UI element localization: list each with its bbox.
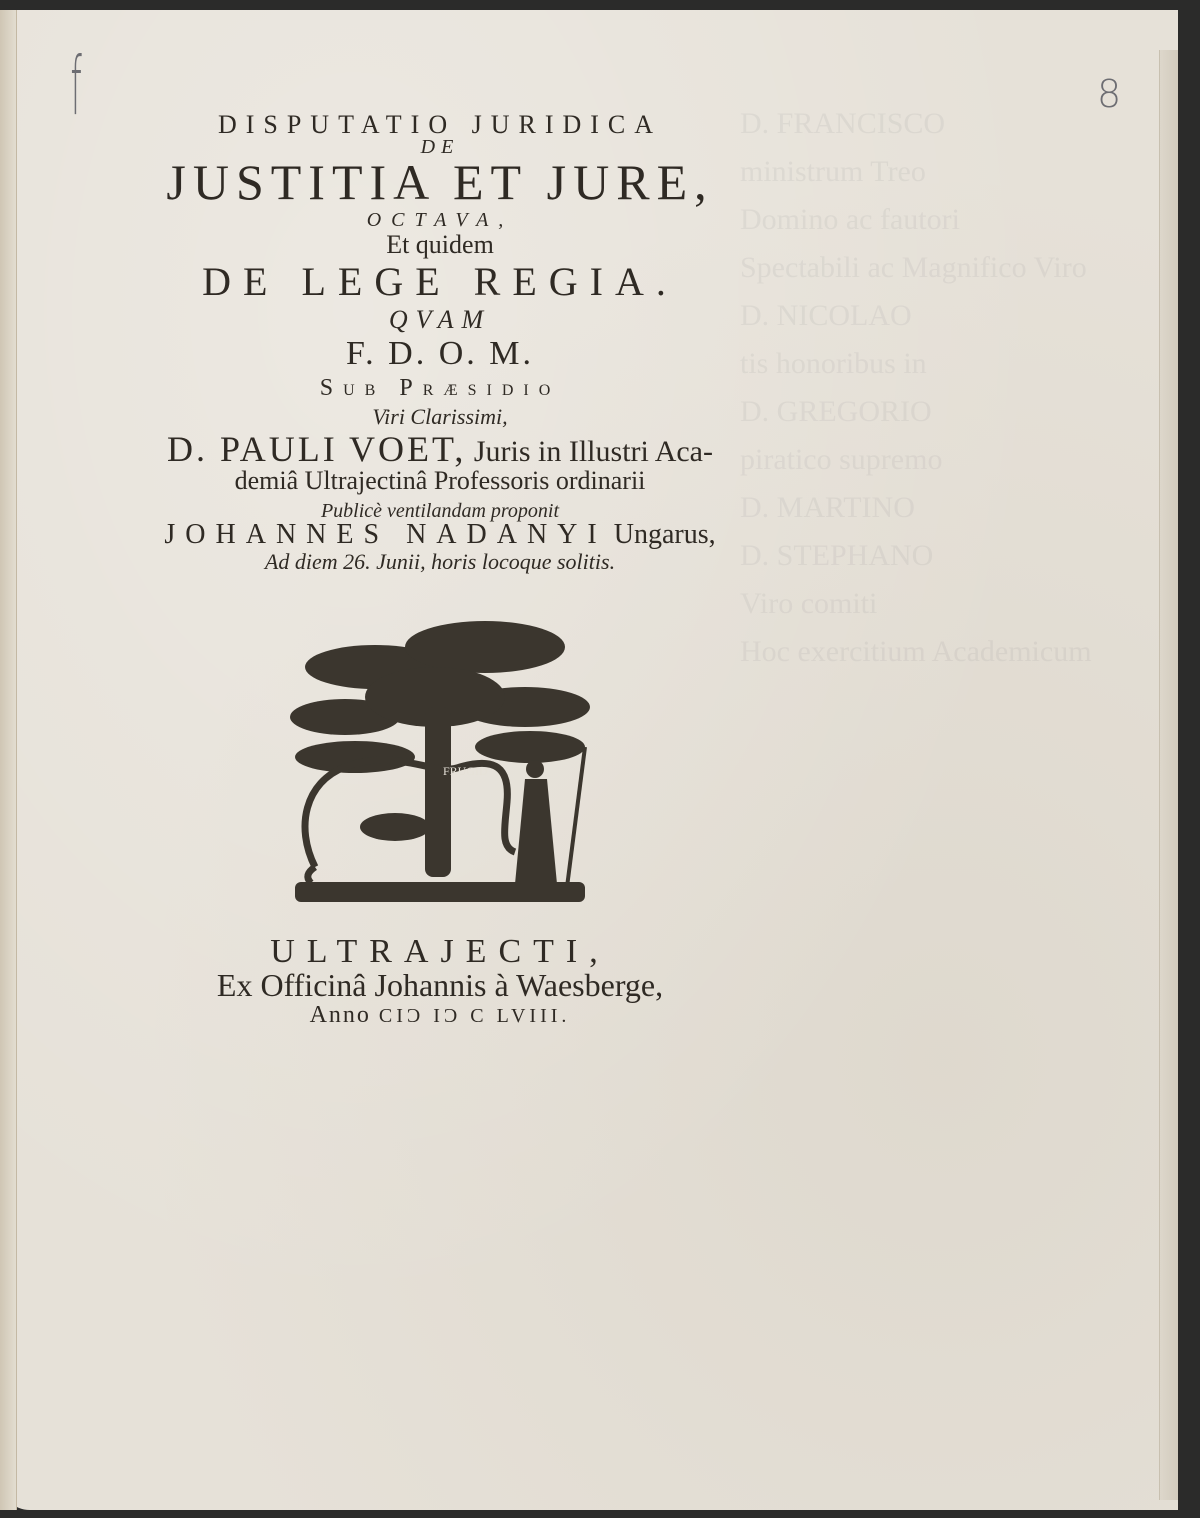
respondent-line (60, 519, 820, 551)
respondent-origin: Ungarus, (606, 519, 716, 550)
binding-spine (0, 10, 17, 1510)
show-through-line: tis honoribus in (740, 347, 927, 380)
subtitle-lege-regia: DE LEGE REGIA. (202, 259, 678, 304)
show-through-line: D. GREGORIO (740, 395, 932, 428)
show-through-line: piratico supremo (740, 443, 943, 476)
sub-praesidio-s: S (319, 375, 344, 401)
sub-praesidio-ub: UB (343, 382, 400, 399)
show-through-line: Domino ac fautori (740, 203, 960, 236)
show-through-line: ministrum Treo (740, 155, 926, 188)
quam: QVAM (388, 305, 492, 334)
imprint-year (60, 1002, 820, 1029)
show-through-line: D. MARTINO (740, 491, 915, 524)
date-line: Ad diem 26. Junii, horis locoque solitis. (264, 549, 616, 574)
ordinal-octava: OCTAVA, (366, 209, 514, 231)
show-through-line: D. STEPHANO (740, 539, 934, 572)
praeses-name: D. PAULI VOET, (167, 429, 467, 469)
show-through-line: D. NICOLAO (740, 299, 912, 332)
viri-clarissimi: Viri Clarissimi, (372, 404, 508, 429)
imprint-city: ULTRAJECTI, (270, 933, 610, 970)
sub-praesidio-raesidio: RÆSIDIO (422, 382, 561, 399)
sub-praesidio (60, 375, 820, 402)
year-numeral: CIƆ IƆ C LVIII. (378, 1005, 571, 1027)
invocation-fdom: F. D. O. M. (345, 335, 535, 372)
respondent-name: JOHANNES NADANYI (164, 519, 607, 550)
heading-disputatio: DISPUTATIO JURIDICA (217, 110, 663, 139)
pencil-mark-top-left: f (70, 40, 82, 133)
title-page (0, 10, 1178, 1510)
show-through-line: Viro comiti (740, 587, 878, 620)
title-block (60, 110, 820, 1029)
imprint (60, 933, 820, 1029)
imprint-printer: Ex Officinâ Johannis à Waesberge, (216, 967, 664, 1003)
printers-device-tree-icon (285, 597, 595, 915)
praeses-line (60, 428, 820, 470)
et-quidem: Et quidem (386, 230, 494, 259)
praeses-title: Juris in Illustri Aca- (466, 435, 713, 468)
show-through-line: Hoc exercitium Academicum (740, 635, 1092, 668)
pencil-mark-page-number: 8 (1097, 72, 1122, 116)
show-through-line: Spectabili ac Magnifico Viro (740, 251, 1087, 284)
sub-praesidio-p: P (399, 375, 423, 401)
publice-ventilandam: Publicè ventilandam proponit (320, 500, 560, 522)
heading-de: DE (420, 136, 460, 158)
banner-text: FRUGID (443, 764, 488, 778)
page-edge (1159, 50, 1178, 1500)
main-title: JUSTITIA ET JURE, (166, 154, 714, 210)
praeses-title-cont: demiâ Ultrajectinâ Professoris ordinarii (234, 466, 646, 495)
show-through-line: D. FRANCISCO (740, 107, 946, 140)
year-label: Anno (309, 1002, 371, 1028)
